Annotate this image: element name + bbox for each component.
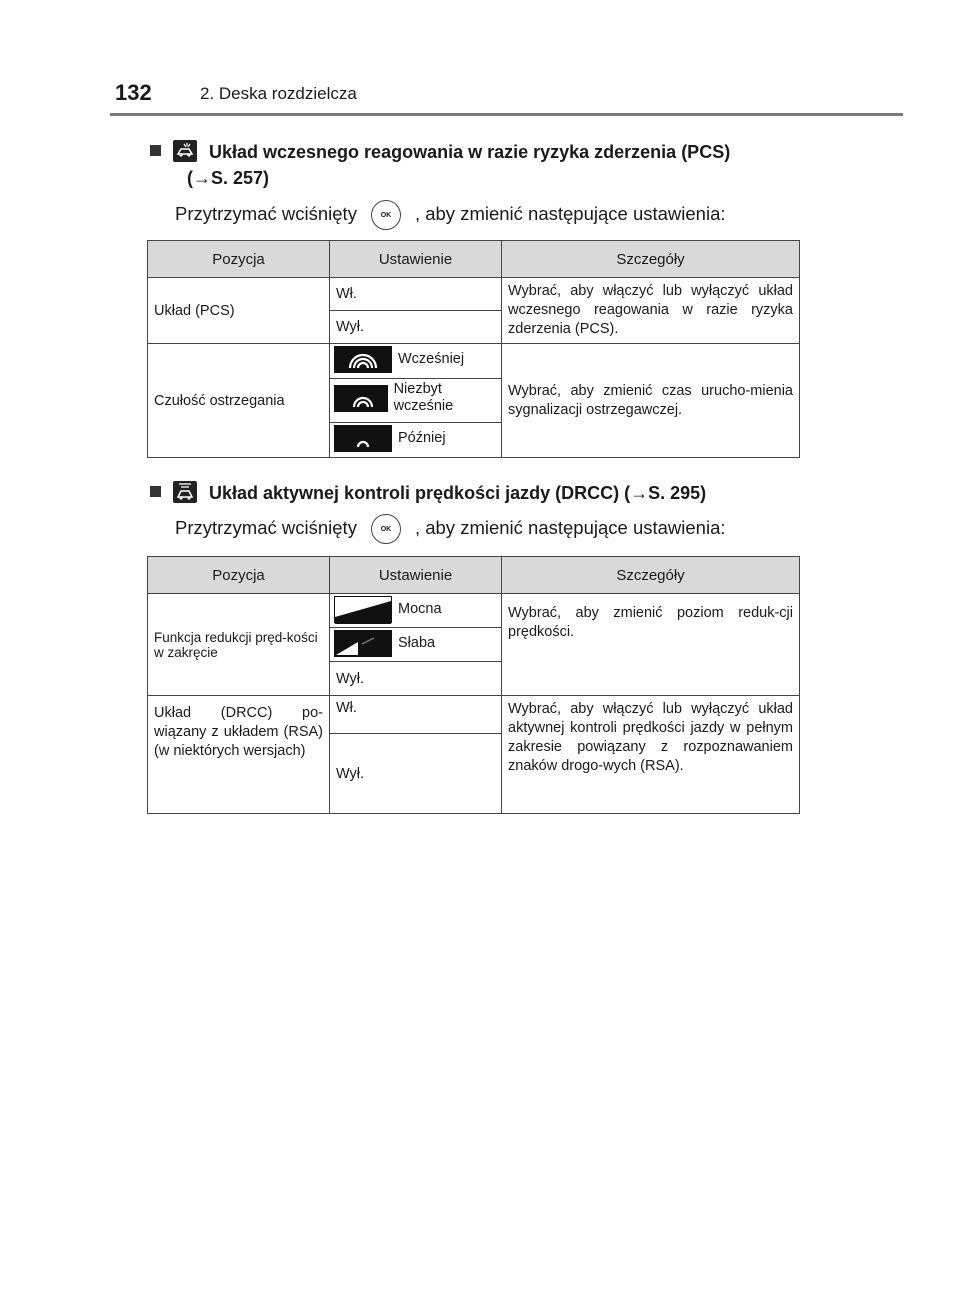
drcc-instruction-after: , aby zmienić następujące ustawienia: (414, 516, 726, 538)
setting-strong-label: Mocna (398, 601, 442, 617)
ok-button-icon: OK (371, 200, 401, 230)
pcs-car-collision-icon (173, 140, 197, 162)
column-header-setting: Ustawienie (330, 241, 502, 278)
setting-off: Wył. (330, 662, 502, 696)
table-header-row (148, 241, 800, 278)
row-details-drcc-rsa-linked: Wybrać, aby włączyć lub wyłączyć układ aktywnej kontroli prędkości jazdy w pełnym zakresie powiązany z rozpoznawaniem znaków drogo-wych (RSA). (502, 696, 800, 814)
setting-strong (330, 594, 502, 628)
drcc-instruction (175, 514, 726, 544)
drcc-settings-table (147, 556, 800, 814)
curve-strong-icon (334, 596, 392, 623)
column-header-details: Szczegóły (502, 557, 800, 594)
pcs-heading-text: Układ wczesnego reagowania w razie ryzyka zderzenia (PCS) (209, 142, 731, 162)
pcs-instruction (175, 200, 726, 230)
setting-weak (330, 628, 502, 662)
pcs-settings-table (147, 240, 800, 458)
setting-weak-label: Słaba (398, 635, 436, 651)
row-item-curve-speed-reduction: Funkcja redukcji pręd-kości w zakręcie (148, 594, 330, 696)
row-details-pcs-system: Wybrać, aby włączyć lub wyłączyć układ wczesnego reagowania w razie ryzyka zderzenia (PCS). (502, 278, 800, 344)
column-header-details: Szczegóły (502, 241, 800, 278)
setting-on: Wł. (330, 696, 502, 734)
sensitivity-medium-icon (334, 385, 388, 412)
table-row (148, 278, 800, 311)
table-row (148, 594, 800, 628)
row-item-pcs-system: Układ (PCS) (148, 278, 330, 344)
header-divider (110, 113, 903, 116)
setting-late-label: Później (398, 430, 446, 446)
sensitivity-early-icon (334, 346, 392, 373)
row-item-warning-sensitivity: Czułość ostrzegania (148, 344, 330, 458)
ok-button-icon: OK (371, 514, 401, 544)
drcc-car-radar-icon (173, 481, 197, 503)
chapter-title: 2. Deska rozdzielcza (200, 84, 357, 103)
sensitivity-late-icon (334, 425, 392, 452)
square-bullet-icon (150, 486, 161, 497)
row-item-drcc-rsa-linked: Układ (DRCC) po-wiązany z układem (RSA) (w niektórych wersjach) (148, 696, 330, 814)
setting-off: Wył. (330, 734, 502, 814)
row-details-curve-speed-reduction: Wybrać, aby zmienić poziom reduk-cji prędkości. (502, 594, 800, 696)
square-bullet-icon (150, 145, 161, 156)
pcs-instruction-after: , aby zmienić następujące ustawienia: (414, 202, 726, 224)
column-header-item: Pozycja (148, 241, 330, 278)
column-header-setting: Ustawienie (330, 557, 502, 594)
curve-weak-icon (334, 630, 392, 657)
setting-early (330, 344, 502, 379)
row-details-warning-sensitivity: Wybrać, aby zmienić czas urucho-mienia sygnalizacji ostrzegawczej. (502, 344, 800, 458)
pcs-instruction-before: Przytrzymać wciśnięty (175, 202, 357, 224)
setting-medium (330, 379, 502, 423)
setting-late (330, 423, 502, 458)
setting-off: Wył. (330, 311, 502, 344)
setting-early-label: Wcześniej (398, 351, 465, 367)
pcs-section-heading (150, 139, 730, 165)
table-row (148, 344, 800, 379)
pcs-page-reference: (→S. 257) (187, 168, 270, 188)
page-number: 132 (115, 80, 152, 105)
drcc-heading-text: Układ aktywnej kontroli prędkości jazdy (DRCC) (→S. 295) (209, 483, 707, 503)
table-row (148, 696, 800, 734)
setting-medium-label: Niezbyt wcześnie (393, 381, 454, 414)
drcc-section-heading (150, 480, 706, 506)
setting-on: Wł. (330, 278, 502, 311)
column-header-item: Pozycja (148, 557, 330, 594)
drcc-instruction-before: Przytrzymać wciśnięty (175, 516, 357, 538)
table-header-row (148, 557, 800, 594)
